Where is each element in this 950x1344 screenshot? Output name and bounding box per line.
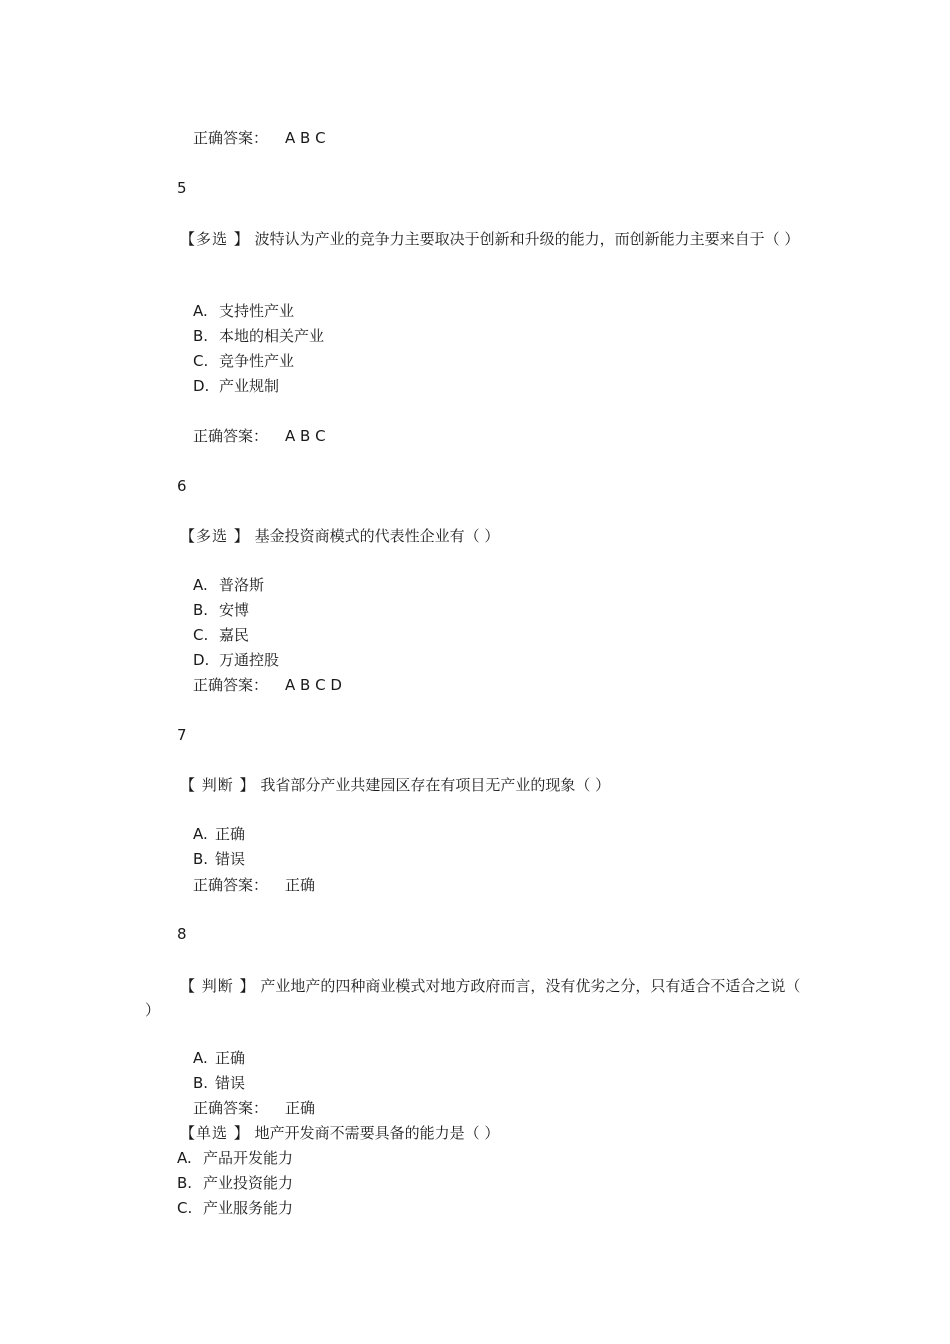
option-a: A. 支持性产业	[193, 302, 295, 320]
answer-value: 正确	[285, 876, 316, 894]
answer-row-q5	[193, 426, 326, 446]
question-type-tag: 【多选 】	[180, 527, 250, 545]
answer-value: A B C D	[285, 676, 342, 694]
answer-row-q4	[193, 128, 326, 148]
answer-label: 正确答案：	[193, 1099, 269, 1117]
option-c: C. 产业服务能力	[177, 1199, 294, 1217]
option-b: B. 产业投资能力	[177, 1174, 294, 1192]
answer-value: 正确	[285, 1099, 316, 1117]
answer-label: 正确答案：	[193, 427, 269, 445]
answer-row-q7	[193, 875, 315, 895]
question-number-8: 8	[177, 925, 187, 943]
answer-label: 正确答案：	[193, 129, 269, 147]
option-a: A. 普洛斯	[193, 576, 265, 594]
question-text: 基金投资商模式的代表性企业有（ ）	[254, 527, 500, 545]
question-text: 我省部分产业共建园区存在有项目无产业的现象（ ）	[260, 776, 611, 794]
option-d: D. 产业规制	[193, 377, 280, 395]
question-text: 地产开发商不需要具备的能力是（ ）	[254, 1124, 500, 1142]
answer-row-q6	[193, 675, 342, 695]
question-number-5: 5	[177, 179, 187, 197]
question-stem-6	[180, 526, 499, 546]
option-d: D. 万通控股	[193, 651, 280, 669]
answer-value: A B C	[285, 129, 326, 147]
option-c: C. 竞争性产业	[193, 352, 295, 370]
question-type-tag: 【单选 】	[180, 1124, 250, 1142]
option-b: B. 本地的相关产业	[193, 327, 325, 345]
question-stem-7	[180, 775, 610, 795]
question-number-6: 6	[177, 477, 187, 495]
answer-value: A B C	[285, 427, 326, 445]
question-text: 产业地产的四种商业模式对地方政府而言，没有优劣之分，只有适合不适合之说（ ）	[145, 977, 801, 1019]
question-type-tag: 【 判断 】	[180, 977, 256, 995]
option-a: A. 正确	[193, 825, 246, 843]
option-b: B. 错误	[193, 850, 246, 868]
option-b: B. 安博	[193, 601, 250, 619]
option-a: A. 产品开发能力	[177, 1149, 294, 1167]
question-stem-9	[180, 1123, 499, 1143]
option-a: A. 正确	[193, 1049, 246, 1067]
question-type-tag: 【多选 】	[180, 230, 250, 248]
question-stem-5	[145, 227, 810, 251]
question-number-7: 7	[177, 726, 187, 744]
question-text: 波特认为产业的竞争力主要取决于创新和升级的能力，而创新能力主要来自于（ ）	[254, 230, 800, 248]
question-stem-8	[145, 974, 810, 1022]
answer-label: 正确答案：	[193, 876, 269, 894]
option-c: C. 嘉民	[193, 626, 250, 644]
option-b: B. 错误	[193, 1074, 246, 1092]
answer-label: 正确答案：	[193, 676, 269, 694]
answer-row-q8	[193, 1098, 315, 1118]
question-type-tag: 【 判断 】	[180, 776, 256, 794]
